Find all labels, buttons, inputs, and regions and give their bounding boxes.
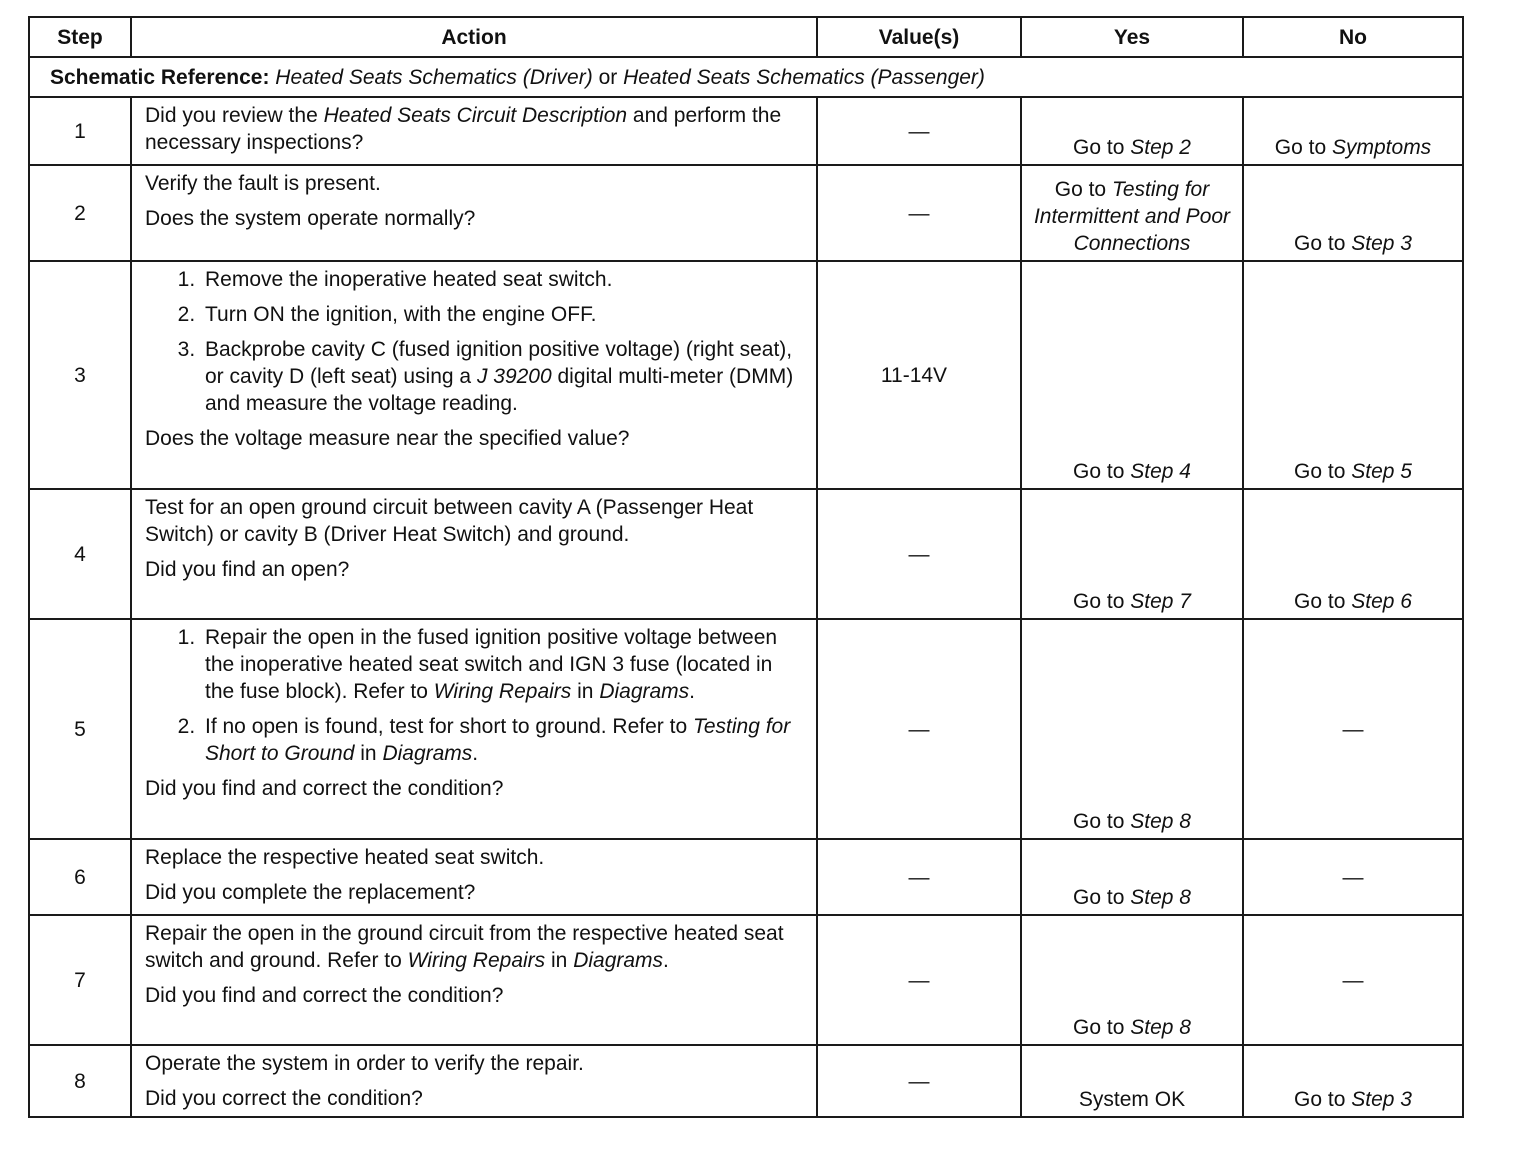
link-no-symptoms[interactable]: Symptoms (1332, 136, 1432, 159)
header-row (29, 17, 1463, 57)
step-number: 8 (29, 1045, 131, 1117)
list-item: 2. If no open is found, test for short to ground. Refer to Testing for Short to Ground in Diagrams. (201, 713, 806, 767)
table-row (29, 1045, 1463, 1117)
value-cell: — (817, 915, 1021, 1045)
link-no-step[interactable]: Step 5 (1351, 460, 1412, 483)
list-item: 2. Turn ON the ignition, with the engine OFF. (201, 301, 806, 328)
header-values: Value(s) (817, 17, 1021, 57)
link-circuit-description[interactable]: Heated Seats Circuit Description (323, 104, 628, 127)
yes-cell: Go to Step 4 (1021, 261, 1243, 489)
action-cell: 1. Remove the inoperative heated seat switch. 2. Turn ON the ignition, with the engine OFF. 3. Backprobe cavity C (fused ignition positive voltage) (right seat), or cavity D (left seat) using a J 39200 digital multi-meter (DMM) and measure the voltage reading. Does the voltage measure near the specified value? (131, 261, 817, 489)
action-cell: Replace the respective heated seat switch. Did you complete the replacement? (131, 839, 817, 915)
tool-reference: J 39200 (476, 365, 552, 388)
value-cell: — (817, 619, 1021, 839)
no-cell: — (1243, 915, 1463, 1045)
action-cell: Verify the fault is present. Does the system operate normally? (131, 165, 817, 261)
action-cell: Did you review the Heated Seats Circuit Description and perform the necessary inspections? (131, 97, 817, 165)
table-row (29, 489, 1463, 619)
yes-cell: Go to Testing for Intermittent and Poor Connections (1021, 165, 1243, 261)
step-number: 4 (29, 489, 131, 619)
list-item: 1. Repair the open in the fused ignition positive voltage between the inoperative heated seat switch and IGN 3 fuse (located in the fuse block). Refer to Wiring Repairs in Diagrams. (201, 624, 806, 705)
procedure-list (145, 624, 806, 767)
table-row (29, 915, 1463, 1045)
link-yes-intermittent[interactable]: Testing for Intermittent and Poor Connections (1033, 178, 1231, 255)
reference-link-passenger[interactable]: Heated Seats Schematics (Passenger) (623, 65, 985, 89)
yes-cell: System OK (1021, 1045, 1243, 1117)
no-cell: — (1243, 839, 1463, 915)
no-cell: Go to Step 6 (1243, 489, 1463, 619)
no-cell: Go to Symptoms (1243, 97, 1463, 165)
step-number: 6 (29, 839, 131, 915)
link-yes-step[interactable]: Step 8 (1130, 886, 1191, 909)
link-diagrams[interactable]: Diagrams (573, 949, 664, 972)
link-diagrams[interactable]: Diagrams (599, 680, 690, 703)
value-cell: — (817, 165, 1021, 261)
list-item: 3. Backprobe cavity C (fused ignition positive voltage) (right seat), or cavity D (left seat) using a J 39200 digital multi-meter (DMM) and measure the voltage reading. (201, 336, 806, 417)
value-cell: — (817, 839, 1021, 915)
action-cell: Test for an open ground circuit between cavity A (Passenger Heat Switch) or cavity B (Driver Heat Switch) and ground. Did you find an open? (131, 489, 817, 619)
table-row (29, 261, 1463, 489)
link-yes-step[interactable]: Step 7 (1130, 590, 1191, 613)
yes-cell: Go to Step 7 (1021, 489, 1243, 619)
table-row (29, 619, 1463, 839)
reference-link-driver[interactable]: Heated Seats Schematics (Driver) (275, 65, 593, 89)
header-action: Action (131, 17, 817, 57)
yes-cell: Go to Step 8 (1021, 839, 1243, 915)
value-cell: 11-14V (817, 261, 1021, 489)
link-yes-step[interactable]: Step 8 (1130, 810, 1191, 833)
action-cell: Repair the open in the ground circuit from the respective heated seat switch and ground. Refer to Wiring Repairs in Diagrams. Did you find and correct the condition? (131, 915, 817, 1045)
link-yes-step[interactable]: Step 4 (1130, 460, 1191, 483)
link-no-step[interactable]: Step 3 (1351, 1088, 1412, 1111)
value-cell: — (817, 489, 1021, 619)
action-cell: Operate the system in order to verify the repair. Did you correct the condition? (131, 1045, 817, 1117)
no-cell: Go to Step 5 (1243, 261, 1463, 489)
link-diagrams[interactable]: Diagrams (382, 742, 473, 765)
link-yes-step[interactable]: Step 2 (1130, 136, 1191, 159)
list-item: 1. Remove the inoperative heated seat switch. (201, 266, 806, 293)
value-cell: — (817, 97, 1021, 165)
no-cell: Go to Step 3 (1243, 165, 1463, 261)
action-cell: 1. Repair the open in the fused ignition positive voltage between the inoperative heated seat switch and IGN 3 fuse (located in the fuse block). Refer to Wiring Repairs in Diagrams. 2. If no open is found, test for short to ground. Refer to Testing for Short to Ground in Diagrams. Did you find and correct the condition? (131, 619, 817, 839)
diagnostic-table (28, 16, 1464, 1118)
step-number: 3 (29, 261, 131, 489)
schematic-reference: Schematic Reference: Heated Seats Schematics (Driver) or Heated Seats Schematics (Passenger) (29, 57, 1463, 97)
step-number: 7 (29, 915, 131, 1045)
link-wiring-repairs[interactable]: Wiring Repairs (433, 680, 572, 703)
no-cell: Go to Step 3 (1243, 1045, 1463, 1117)
header-no: No (1243, 17, 1463, 57)
step-number: 2 (29, 165, 131, 261)
procedure-list (145, 266, 806, 417)
yes-cell: Go to Step 8 (1021, 619, 1243, 839)
table-row (29, 165, 1463, 261)
value-cell: — (817, 1045, 1021, 1117)
header-yes: Yes (1021, 17, 1243, 57)
yes-cell: Go to Step 2 (1021, 97, 1243, 165)
yes-cell: Go to Step 8 (1021, 915, 1243, 1045)
no-cell: — (1243, 619, 1463, 839)
link-wiring-repairs[interactable]: Wiring Repairs (407, 949, 546, 972)
link-short-to-ground[interactable]: Testing for Short to Ground (205, 715, 791, 765)
link-yes-step[interactable]: Step 8 (1130, 1016, 1191, 1039)
header-step: Step (29, 17, 131, 57)
step-number: 5 (29, 619, 131, 839)
table-row (29, 97, 1463, 165)
schematic-reference-row (29, 57, 1463, 97)
table-row (29, 839, 1463, 915)
link-no-step[interactable]: Step 3 (1351, 232, 1412, 255)
step-number: 1 (29, 97, 131, 165)
link-no-step[interactable]: Step 6 (1351, 590, 1412, 613)
reference-label: Schematic Reference: (50, 65, 270, 89)
